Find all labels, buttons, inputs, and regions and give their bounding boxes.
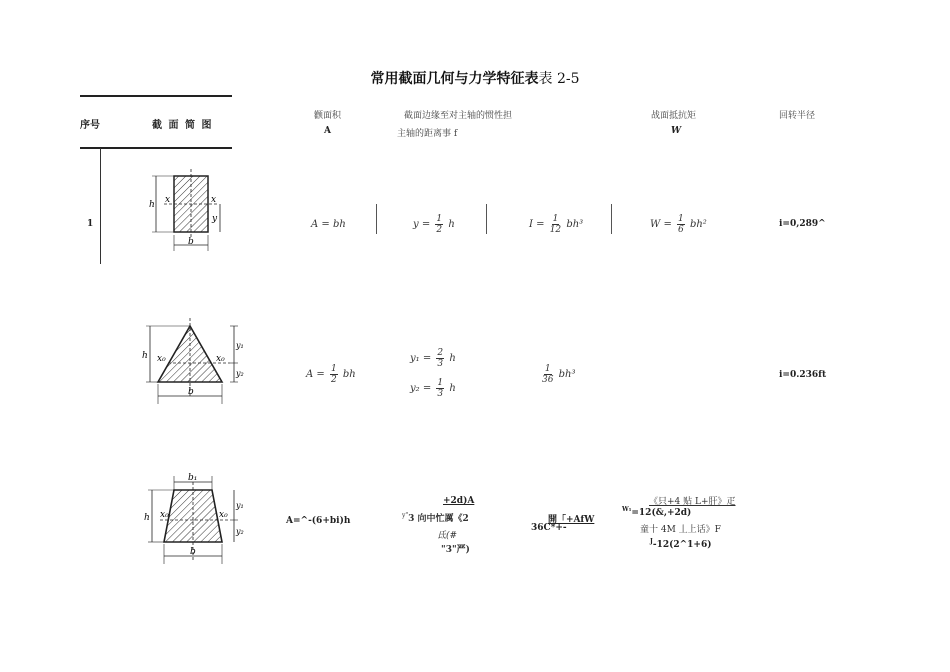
modulus-lhs: W =: [650, 219, 672, 230]
row-1-number: 1: [87, 219, 94, 229]
header-bottom-rule: [80, 147, 232, 149]
row-3-modulus-line2: [622, 506, 691, 518]
fraction-numerator: 1: [437, 378, 444, 388]
area-lhs: A =: [306, 369, 325, 380]
row-3-distance-line1: +2d)A: [443, 496, 475, 506]
row-2-area-formula: [306, 364, 356, 385]
row-3-modulus-line3: 童十 4M 丄上话》F: [640, 525, 721, 535]
row-1-radius: i=0,289^: [779, 219, 826, 229]
row-3-distance-line4: "3"严): [441, 545, 470, 555]
fraction-denominator: 12: [549, 225, 562, 235]
label-y: y: [212, 214, 218, 224]
label-y2: y₂: [236, 369, 244, 378]
label-h: h: [144, 513, 150, 523]
row-3-distance-line2: [402, 511, 469, 524]
row-1-area-formula: A = bh: [311, 219, 346, 230]
header-modulus-symbol: W: [671, 126, 682, 136]
row-2-distance-y1: [410, 348, 456, 369]
label-y2: y₂: [236, 527, 244, 536]
label-b: b: [190, 547, 196, 557]
fraction-denominator: 3: [437, 359, 444, 369]
row-3-distance-line3: 氐(#: [437, 531, 458, 541]
separator: [376, 204, 377, 234]
column-divider: [100, 148, 101, 264]
label-y1: y₁: [236, 501, 244, 510]
fraction-numerator: 1: [436, 214, 443, 224]
dist-lhs: y =: [413, 219, 431, 230]
row-2-distance-y2: [410, 378, 456, 399]
row-1-modulus-formula: [650, 214, 707, 235]
area-tail: bh: [342, 369, 356, 380]
title-main: 常用截面几何与力学特征表: [370, 71, 539, 87]
fraction-numerator: 1: [678, 214, 684, 224]
title-table-number: 表 2-5: [538, 71, 580, 87]
row-2-inertia-formula: [540, 364, 576, 385]
fraction-numerator: 2: [437, 348, 444, 358]
dist2-lhs: y₂ =: [410, 383, 432, 394]
dist1-tail: h: [449, 353, 456, 364]
row-1-distance-formula: [413, 214, 455, 235]
label-b: b: [188, 387, 194, 397]
fraction-denominator: 36: [542, 375, 554, 385]
label-h: h: [142, 351, 148, 361]
row-3-modulus-line4: [650, 538, 712, 550]
label-b1: b₁: [188, 473, 198, 483]
modulus-prefix: J: [650, 538, 653, 545]
fraction-denominator: 6: [678, 225, 684, 235]
row-1-inertia-formula: [529, 214, 583, 235]
label-y1: y₁: [236, 341, 244, 350]
inertia-tail: bh³: [566, 219, 584, 230]
dist-tail: h: [448, 219, 455, 230]
label-x-right: x: [211, 195, 217, 205]
row-3-inertia-line2: 36C*+-: [531, 523, 567, 533]
fraction: [436, 378, 444, 399]
row-3-inertia-line1: 開「+AfW: [548, 515, 595, 525]
label-x0-left: x₀: [160, 510, 169, 520]
trapezoid-section-diagram: [138, 470, 248, 570]
fraction-numerator: 1: [330, 364, 337, 374]
fraction-denominator: 2: [436, 225, 443, 235]
fraction: [330, 364, 338, 385]
header-radius-of-gyration: 回转半径: [779, 111, 816, 121]
modulus-tail: bh²: [689, 219, 707, 230]
fraction: [435, 214, 443, 235]
modulus-text: -12(2^1+6): [652, 540, 712, 550]
modulus-text: =12(&,+2d): [631, 508, 692, 518]
header-distance-line2: 主轴的距离事 f: [397, 129, 458, 139]
label-x0-left: x₀: [157, 354, 166, 364]
separator: [486, 204, 487, 234]
dist2-tail: h: [449, 383, 456, 394]
fraction: [677, 214, 685, 235]
rectangle-section-diagram: [140, 165, 235, 257]
fraction-numerator: 1: [544, 364, 551, 374]
label-b: b: [188, 237, 194, 247]
label-x0-right: x₀: [216, 354, 225, 364]
fraction-numerator: 1: [552, 214, 559, 224]
header-area: 颧面积: [314, 111, 342, 121]
header-distance-line1: 截面边缘至对主轴的惯性担: [404, 111, 513, 121]
header-serial-number: 序号: [80, 120, 100, 131]
fraction: [436, 348, 444, 369]
fraction-denominator: 3: [437, 389, 444, 399]
header-section-diagram: 截 面 简 图: [152, 120, 212, 131]
fraction: [542, 364, 553, 385]
header-top-rule: [80, 95, 232, 97]
fraction: [550, 214, 561, 235]
distance-prefix: y": [402, 512, 409, 519]
label-x-left: x: [165, 195, 171, 205]
row-3-modulus-line1: 《只+4 贴 L+肝》疋: [649, 497, 736, 507]
dist1-lhs: y₁ =: [410, 353, 432, 364]
row-2-radius: i=0.236ft: [779, 370, 827, 380]
fraction-denominator: 2: [330, 375, 337, 385]
row-3-area-formula: A=^-(6+bi)h: [286, 516, 351, 526]
header-section-modulus: 战面抵抗矩: [651, 111, 697, 121]
inertia-lhs: I =: [529, 219, 545, 230]
inertia-tail: bh³: [558, 369, 576, 380]
label-x0-right: x₀: [219, 510, 228, 520]
modulus-prefix: W₁: [622, 506, 632, 513]
header-area-symbol: A: [324, 126, 331, 136]
triangle-section-diagram: [138, 318, 248, 410]
label-h: h: [149, 200, 155, 210]
separator: [611, 204, 612, 234]
distance-text: 3 向中忙厲《2: [408, 514, 469, 524]
page-title: [0, 68, 950, 88]
